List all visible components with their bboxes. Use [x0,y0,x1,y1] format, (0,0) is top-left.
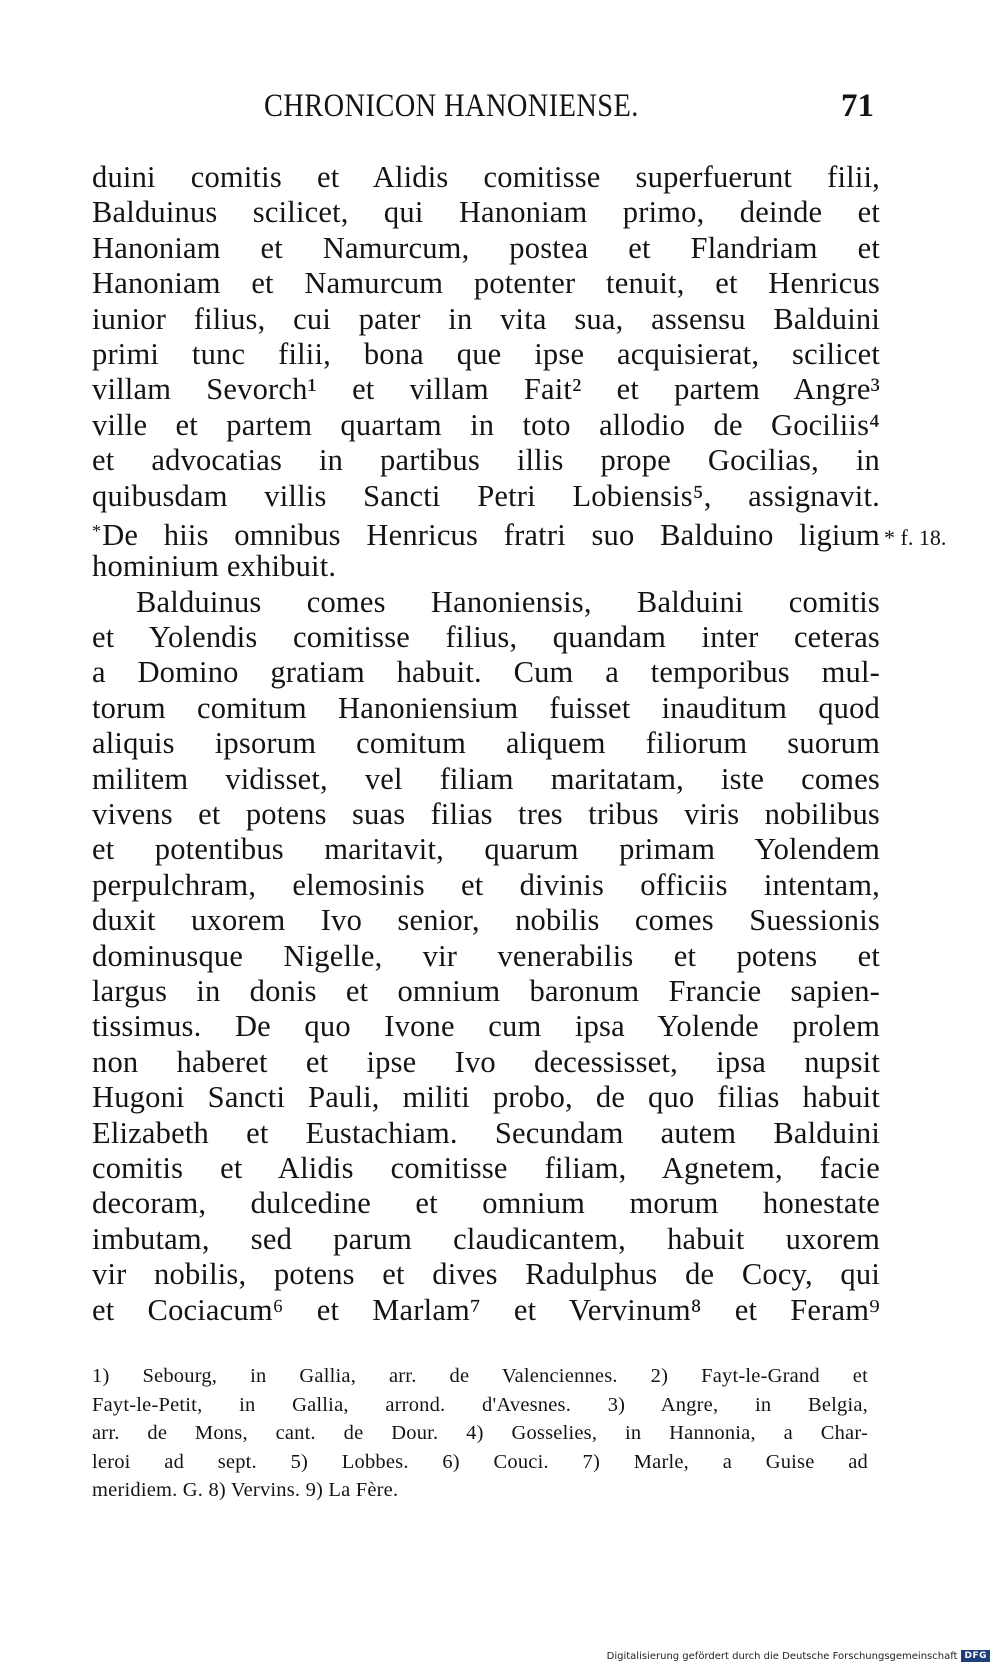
text-line: Elizabeth et Eustachiam. Secundam autem Balduini [92,1115,880,1150]
text-line: et Cociacum⁶ et Marlam⁷ et Vervinum⁸ et Feram⁹ [92,1292,880,1327]
paragraph-start-line: Balduinus comes Hanoniensis, Balduini comitis [136,584,880,619]
text-line: Hanoniam et Namurcum potenter tenuit, et Henricus [92,266,880,301]
footnotes [92,1362,868,1505]
running-header [88,88,874,128]
text-line: militem vidisset, vel filiam maritatam, iste comes [92,761,880,796]
text-line: duxit uxorem Ivo senior, nobilis comes Suessionis [92,903,880,938]
footnote-line: leroi ad sept. 5) Lobbes. 6) Couci. 7) Marle, a Guise ad [92,1450,868,1473]
text-line: largus in donis et omnium baronum Francie sapien- [92,973,880,1008]
dfg-logo: DFG [961,1650,990,1662]
folio-margin-note: * f. 18. [884,525,947,550]
text-line: tissimus. De quo Ivone cum ipsa Yolende prolem [92,1009,880,1044]
text-line: dominusque Nigelle, vir venerabilis et potens et [92,938,880,973]
page-number: 71 [841,88,874,124]
text-line: non haberet et ipse Ivo decessisset, ipsa nupsit [92,1044,880,1079]
text-line-with-folio-mark [92,514,880,552]
digitization-credit [607,1650,990,1662]
text-line: duini comitis et Alidis comitisse superfuerunt filii, [92,160,880,194]
text-line: aliquis ipsorum comitum aliquem filiorum suorum [92,726,880,761]
text-line: torum comitum Hanoniensium fuisset inauditum quod [92,690,880,725]
text-line: perpulchram, elemosinis et divinis officiis intentam, [92,867,880,902]
text-line: imbutam, sed parum claudicantem, habuit uxorem [92,1221,880,1256]
text-line-content: De hiis omnibus Henricus fratri suo Balduino ligium [102,517,880,552]
text-line: ville et partem quartam in toto allodio de Gociliis⁴ [92,407,880,442]
text-line: Hugoni Sancti Pauli, militi probo, de quo filias habuit [92,1080,880,1115]
text-line: iunior filius, cui pater in vita sua, assensu Balduini [92,301,880,336]
main-text [92,160,880,1328]
text-line: vivens et potens suas filias tres tribus viris nobilibus [92,797,880,832]
text-line: vir nobilis, potens et dives Radulphus de Cocy, qui [92,1257,880,1292]
text-line: et potentibus maritavit, quarum primam Yolendem [92,832,880,867]
running-title: CHRONICON HANONIENSE. [264,88,639,124]
text-line: Balduinus scilicet, qui Hanoniam primo, deinde et [92,195,880,230]
text-line: et Yolendis comitisse filius, quandam inter ceteras [92,620,880,655]
folio-star-mark: * [92,520,102,541]
text-line: quibusdam villis Sancti Petri Lobiensis⁵, assignavit. [92,478,880,513]
text-line: Hanoniam et Namurcum, postea et Flandriam et [92,230,880,265]
text-line: decoram, dulcedine et omnium morum honestate [92,1186,880,1221]
footnote-line: 1) Sebourg, in Gallia, arr. de Valenciennes. 2) Fayt-le-Grand et [92,1365,868,1387]
text-line: hominium exhibuit. [92,549,337,584]
text-line: et advocatias in partibus illis prope Gocilias, in [92,443,880,478]
text-line: a Domino gratiam habuit. Cum a temporibus mul- [92,655,880,690]
text-line: villam Sevorch¹ et villam Fait² et partem Angre³ [92,372,880,407]
footnote-line: meridiem. G. 8) Vervins. 9) La Fère. [92,1479,399,1502]
digitization-credit-text: Digitalisierung gefördert durch die Deutsche Forschungsgemeinschaft [606,1650,958,1662]
text-line: primi tunc filii, bona que ipse acquisierat, scilicet [92,336,880,371]
footnote-line: arr. de Mons, cant. de Dour. 4) Gosselies, in Hannonia, a Char- [92,1422,868,1445]
footnote-line: Fayt-le-Petit, in Gallia, arrond. d'Avesnes. 3) Angre, in Belgia, [92,1393,868,1416]
text-line: comitis et Alidis comitisse filiam, Agnetem, facie [92,1150,880,1185]
